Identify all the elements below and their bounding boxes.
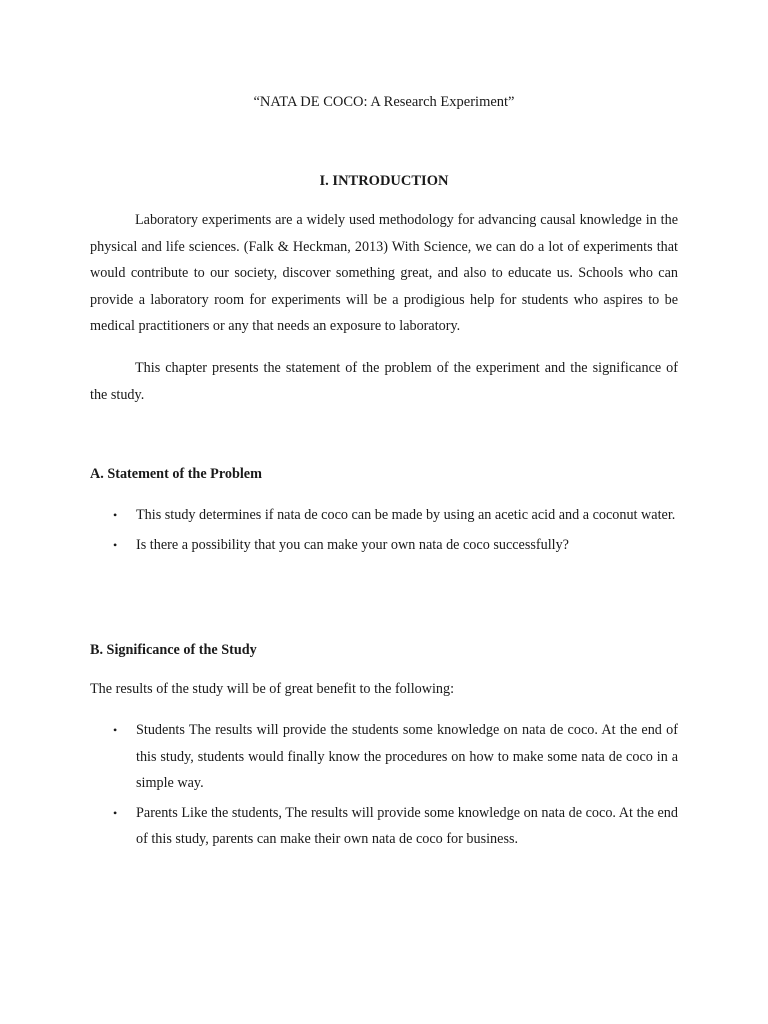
significance-heading: B. Significance of the Study <box>90 642 257 658</box>
list-item-text: Parents Like the students, The results will provide some knowledge on nata de coco. At the end of this study, parents can make their own nata de coco for business. <box>136 804 678 848</box>
statement-bullet-list <box>90 502 678 561</box>
bullet-icon: • <box>113 723 118 737</box>
section-heading-introduction: I. INTRODUCTION <box>319 173 449 189</box>
list-item <box>90 800 678 853</box>
list-item-text: Students The results will provide the students some knowledge on nata de coco. At the end of this study, students would finally know the procedures on how to make some nata de coco in a simple way. <box>136 722 678 792</box>
bullet-icon: • <box>113 508 118 522</box>
statement-of-problem-heading: A. Statement of the Problem <box>90 466 262 482</box>
intro-paragraph-2: This chapter presents the statement of the problem of the experiment and the significance of the study. <box>90 360 678 403</box>
document-page <box>90 0 678 1024</box>
document-title: “NATA DE COCO: A Research Experiment” <box>253 94 515 110</box>
list-item <box>90 717 678 797</box>
list-item <box>90 502 678 529</box>
significance-lead: The results of the study will be of great benefit to the following: <box>90 681 455 697</box>
list-item <box>90 532 678 559</box>
bullet-icon: • <box>113 537 118 552</box>
bullet-icon: • <box>113 805 118 820</box>
list-item-text: This study determines if nata de coco can be made by using an acetic acid and a coconut water. <box>136 507 676 523</box>
significance-bullet-list <box>90 717 678 856</box>
intro-paragraph-1: Laboratory experiments are a widely used methodology for advancing causal knowledge in the physical and life sciences. (Falk & Heckman, 2013) With Science, we can do a lot of experiments that would contribute to our society, discover something great, and also to educate us. Schools who can provide a laboratory room for experiments will be a prodigious help for students who aspires to be medical practitioners or any that needs an exposure to laboratory. <box>90 212 678 335</box>
list-item-text: Is there a possibility that you can make your own nata de coco successfully? <box>136 536 569 553</box>
